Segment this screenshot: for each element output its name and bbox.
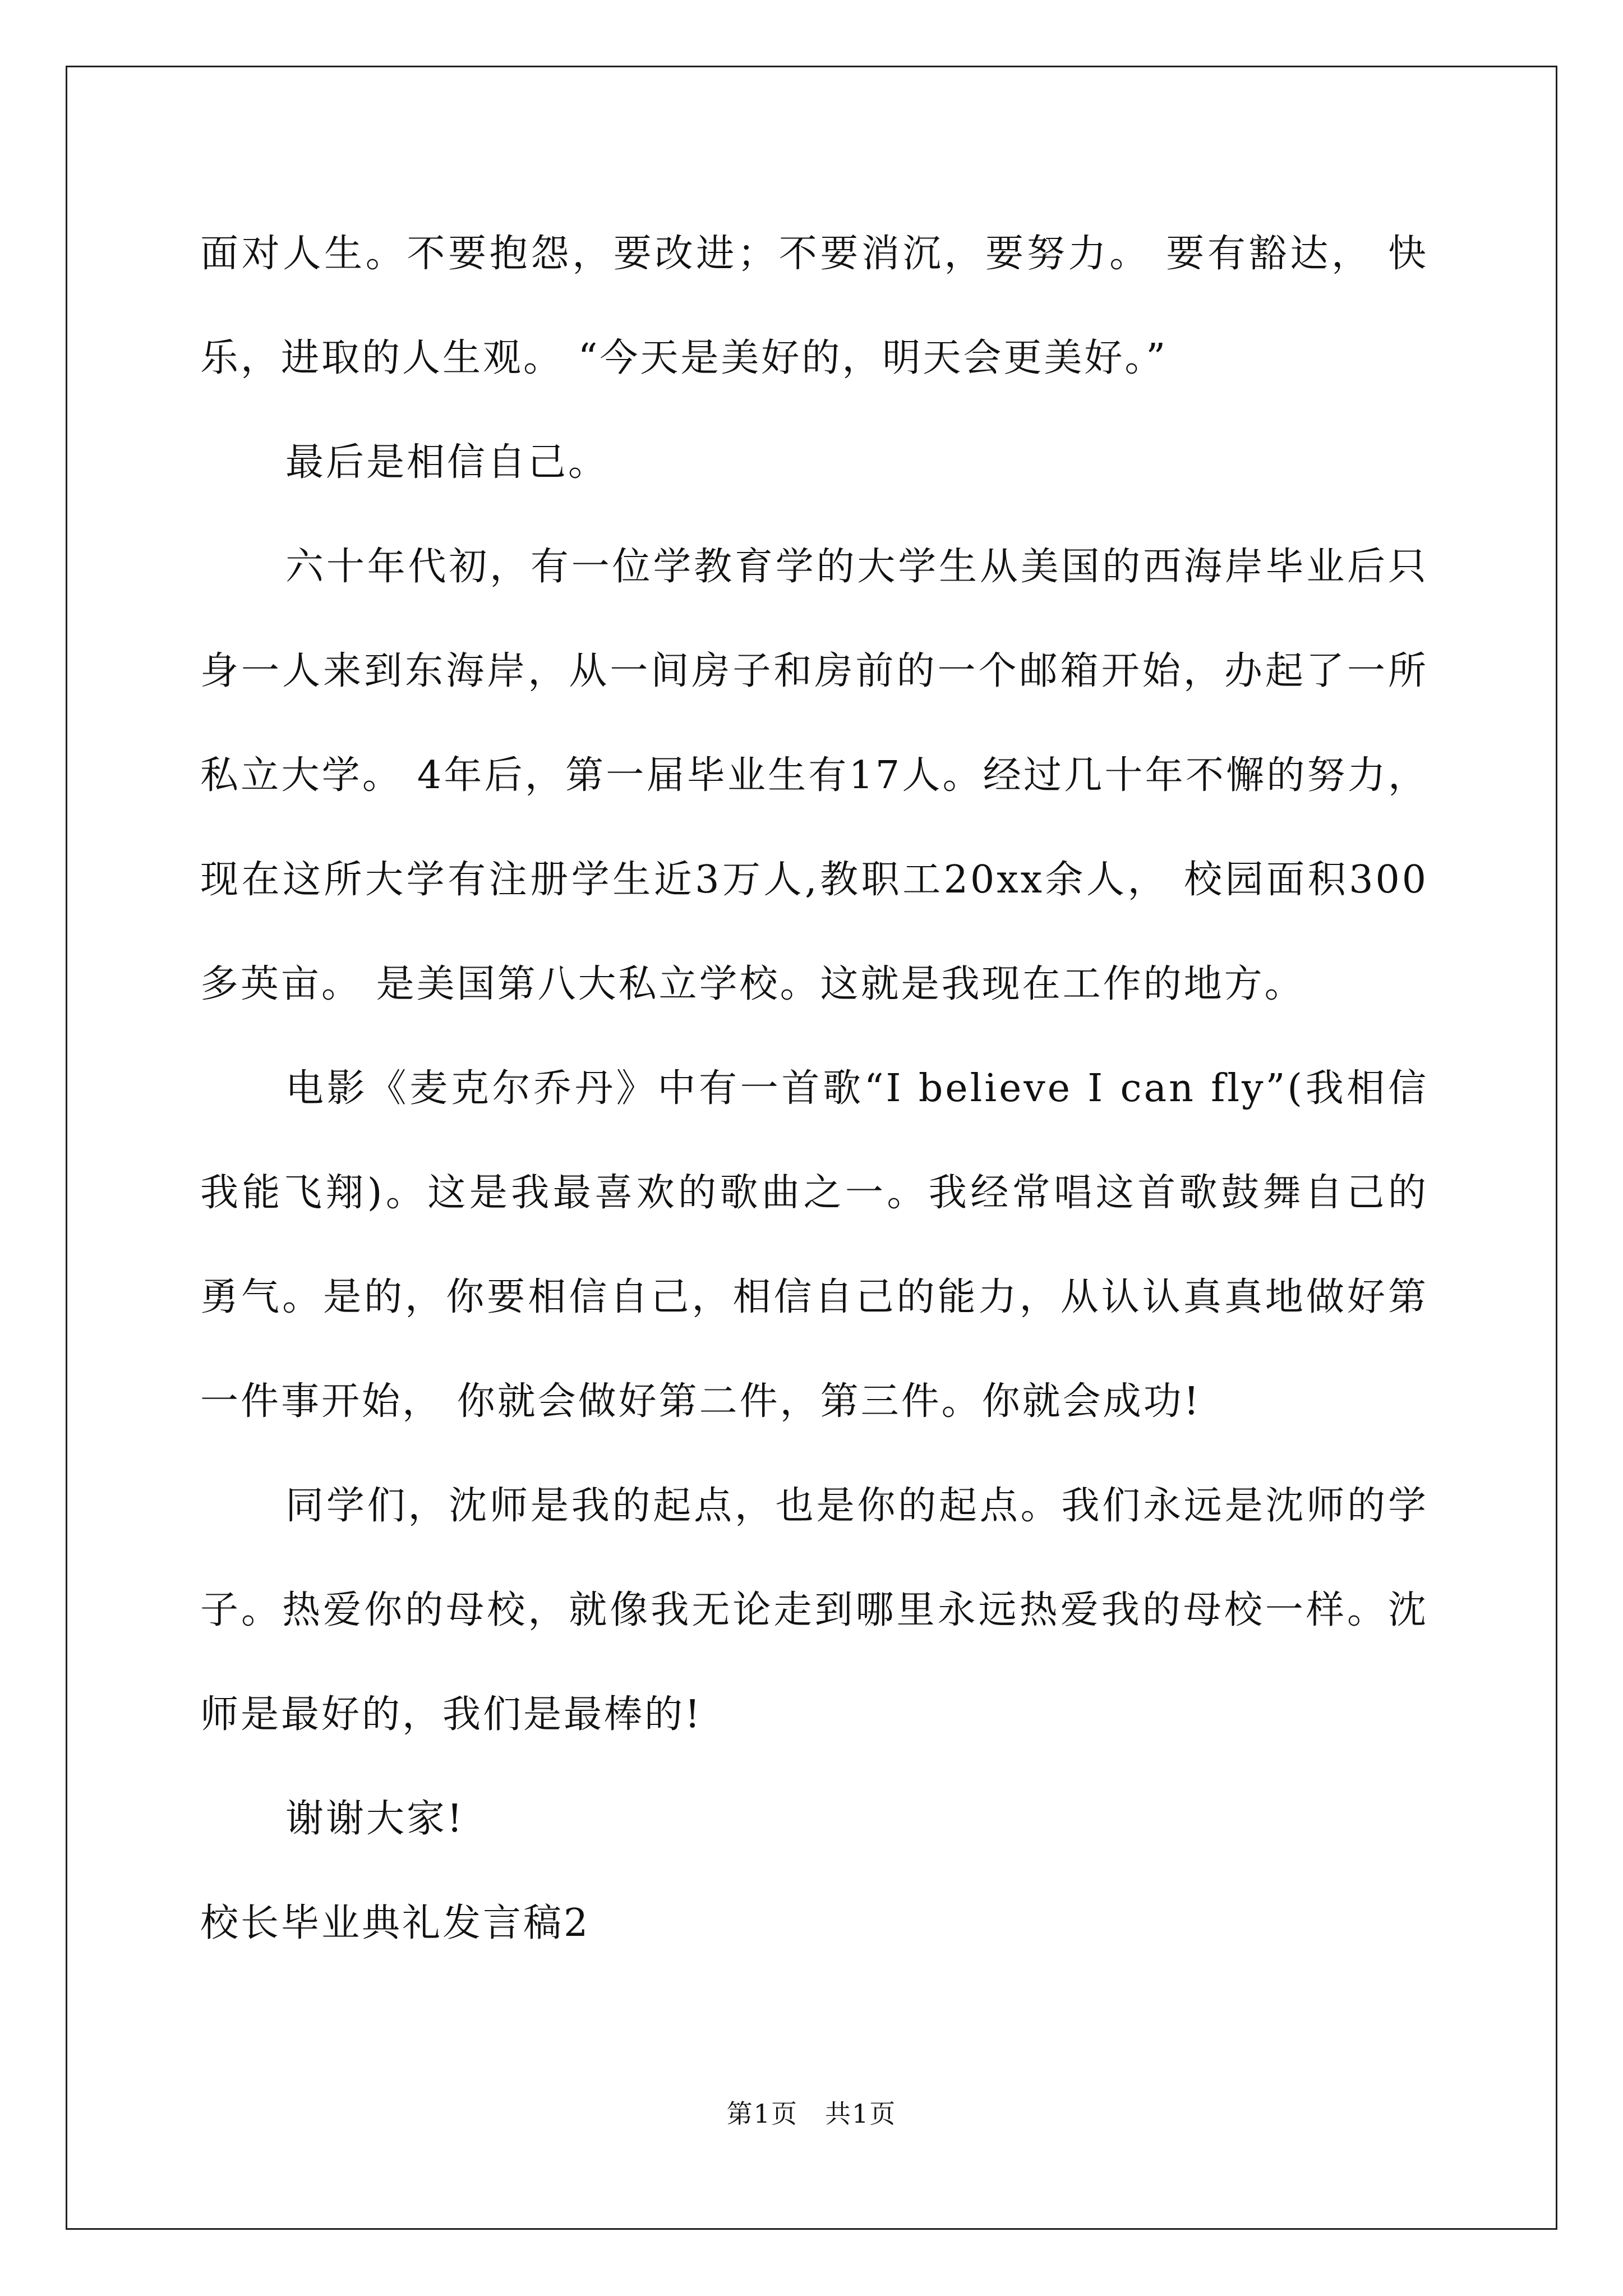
document-body (200, 202, 1428, 1976)
paragraph-6: 谢谢大家! (285, 1797, 465, 1841)
paragraph-1: 面对人生。不要抱怨，要改进；不要消沉，要努力。 要有豁达， 快乐，进取的人生观。 “今天是美好的，明天会更美好。” (200, 232, 1428, 380)
page-footer: 第1页 共1页 (726, 2099, 897, 2129)
section-heading: 校长毕业典礼发言稿2 (200, 1901, 591, 1945)
paragraph-2: 最后是相信自己。 (285, 440, 609, 485)
paragraph-5: 同学们，沈师是我的起点，也是你的起点。我们永远是沈师的学子。热爱你的母校，就像我无论走到哪里永远热爱我的母校一样。沈师是最好的，我们是最棒的! (200, 1484, 1428, 1737)
paragraph-4: 电影《麦克尔乔丹》中有一首歌“I believe I can fly”(我相信我能飞翔)。这是我最喜欢的歌曲之一。我经常唱这首歌鼓舞自己的勇气。是的，你要相信自己，相信自己的能力，从认认真真地做好第一件事开始， 你就会做好第二件，第三件。你就会成功! (200, 1066, 1428, 1424)
paragraph-3: 六十年代初，有一位学教育学的大学生从美国的西海岸毕业后只身一人来到东海岸，从一间房子和房前的一个邮箱开始，办起了一所私立大学。 4年后，第一届毕业生有17人。经过几十年不懈的努力，现在这所大学有注册学生近3万人,教职工20xx余人， 校园面积300多英亩。 是美国第八大私立学校。这就是我现在工作的地方。 (200, 545, 1428, 1006)
